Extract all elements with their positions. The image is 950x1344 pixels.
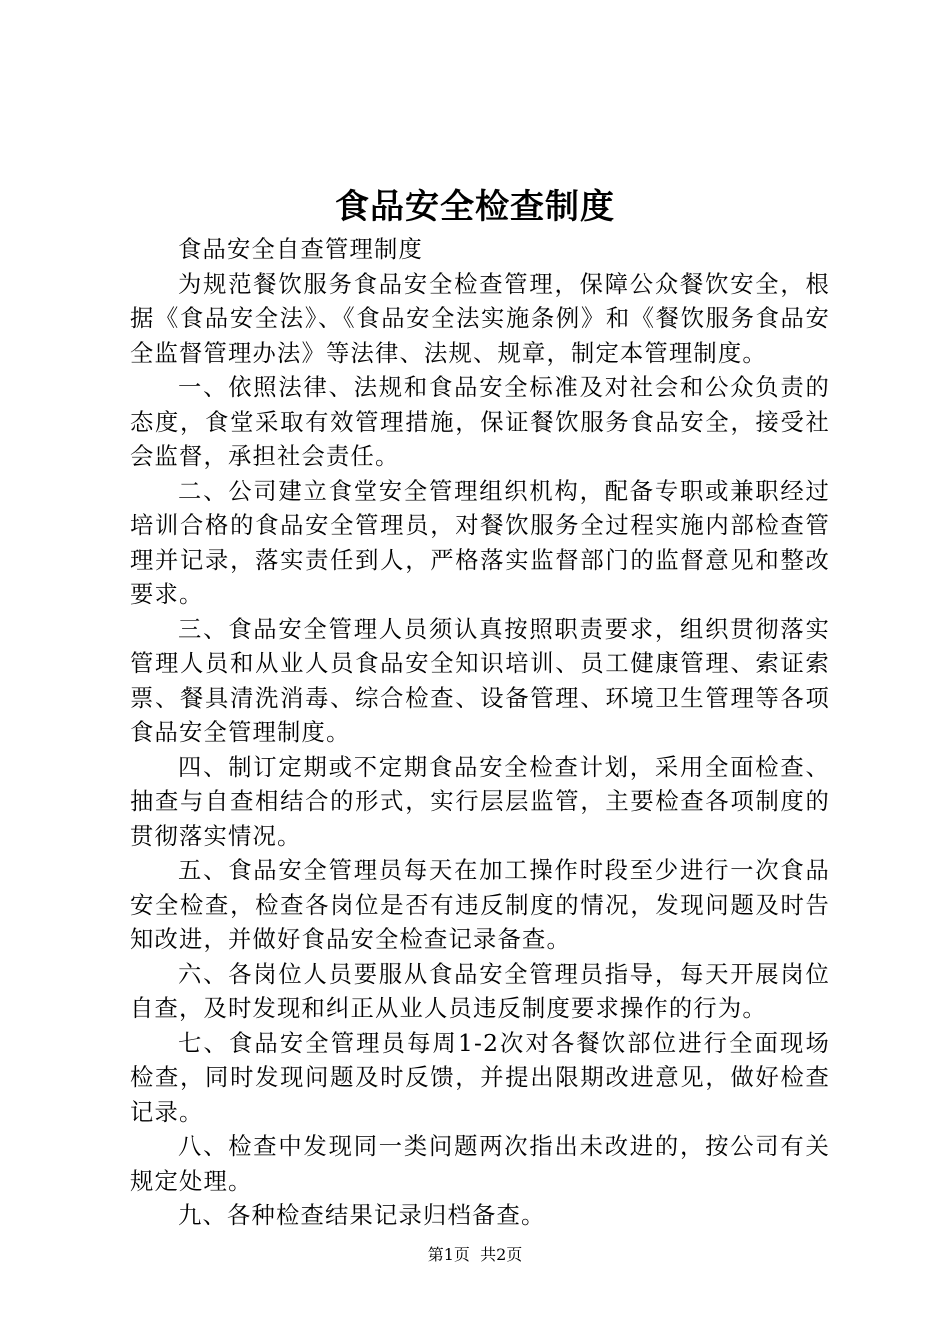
paragraph-item-4: 四、制订定期或不定期食品安全检查计划，采用全面检查、抽查与自查相结合的形式，实行层层监管，主要检查各项制度的贯彻落实情况。 [130, 753, 830, 850]
page-title: 食品安全检查制度 [335, 187, 615, 227]
paragraph-item-6: 六、各岗位人员要服从食品安全管理员指导，每天开展岗位自查，及时发现和纠正从业人员违反制度要求操作的行为。 [130, 960, 830, 1022]
paragraph-item-8: 八、检查中发现同一类问题两次指出未改进的，按公司有关规定处理。 [130, 1133, 830, 1195]
page-number-footer: 第1页 共2页 [427, 1245, 523, 1264]
paragraph-item-7: 七、食品安全管理员每周1-2次对各餐饮部位进行全面现场检查，同时发现问题及时反馈，并提出限期改进意见，做好检查记录。 [130, 1029, 830, 1126]
paragraph-item-2: 二、公司建立食堂安全管理组织机构，配备专职或兼职经过培训合格的食品安全管理员，对餐饮服务全过程实施内部检查管理并记录，落实责任到人，严格落实监督部门的监督意见和整改要求。 [130, 477, 830, 608]
paragraph-preamble: 为规范餐饮服务食品安全检查管理，保障公众餐饮安全，根据《食品安全法》、《食品安全法实施条例》和《餐饮服务食品安全监督管理办法》等法律、法规、规章，制定本管理制度。 [130, 270, 830, 367]
paragraph-item-3: 三、食品安全管理人员须认真按照职责要求，组织贯彻落实管理人员和从业人员食品安全知识培训、员工健康管理、索证索票、餐具清洗消毒、综合检查、设备管理、环境卫生管理等各项食品安全管理制度。 [130, 615, 830, 746]
document-body [130, 233, 830, 1234]
paragraph-item-9: 九、各种检查结果记录归档备查。 [178, 1202, 546, 1229]
paragraph-item-1: 一、依照法律、法规和食品安全标准及对社会和公众负责的态度，食堂采取有效管理措施，保证餐饮服务食品安全，接受社会监督，承担社会责任。 [130, 374, 830, 470]
document-subtitle: 食品安全自查管理制度 [178, 236, 423, 263]
paragraph-item-5: 五、食品安全管理员每天在加工操作时段至少进行一次食品安全检查，检查各岗位是否有违反制度的情况，发现问题及时告知改进，并做好食品安全检查记录备查。 [130, 857, 830, 953]
